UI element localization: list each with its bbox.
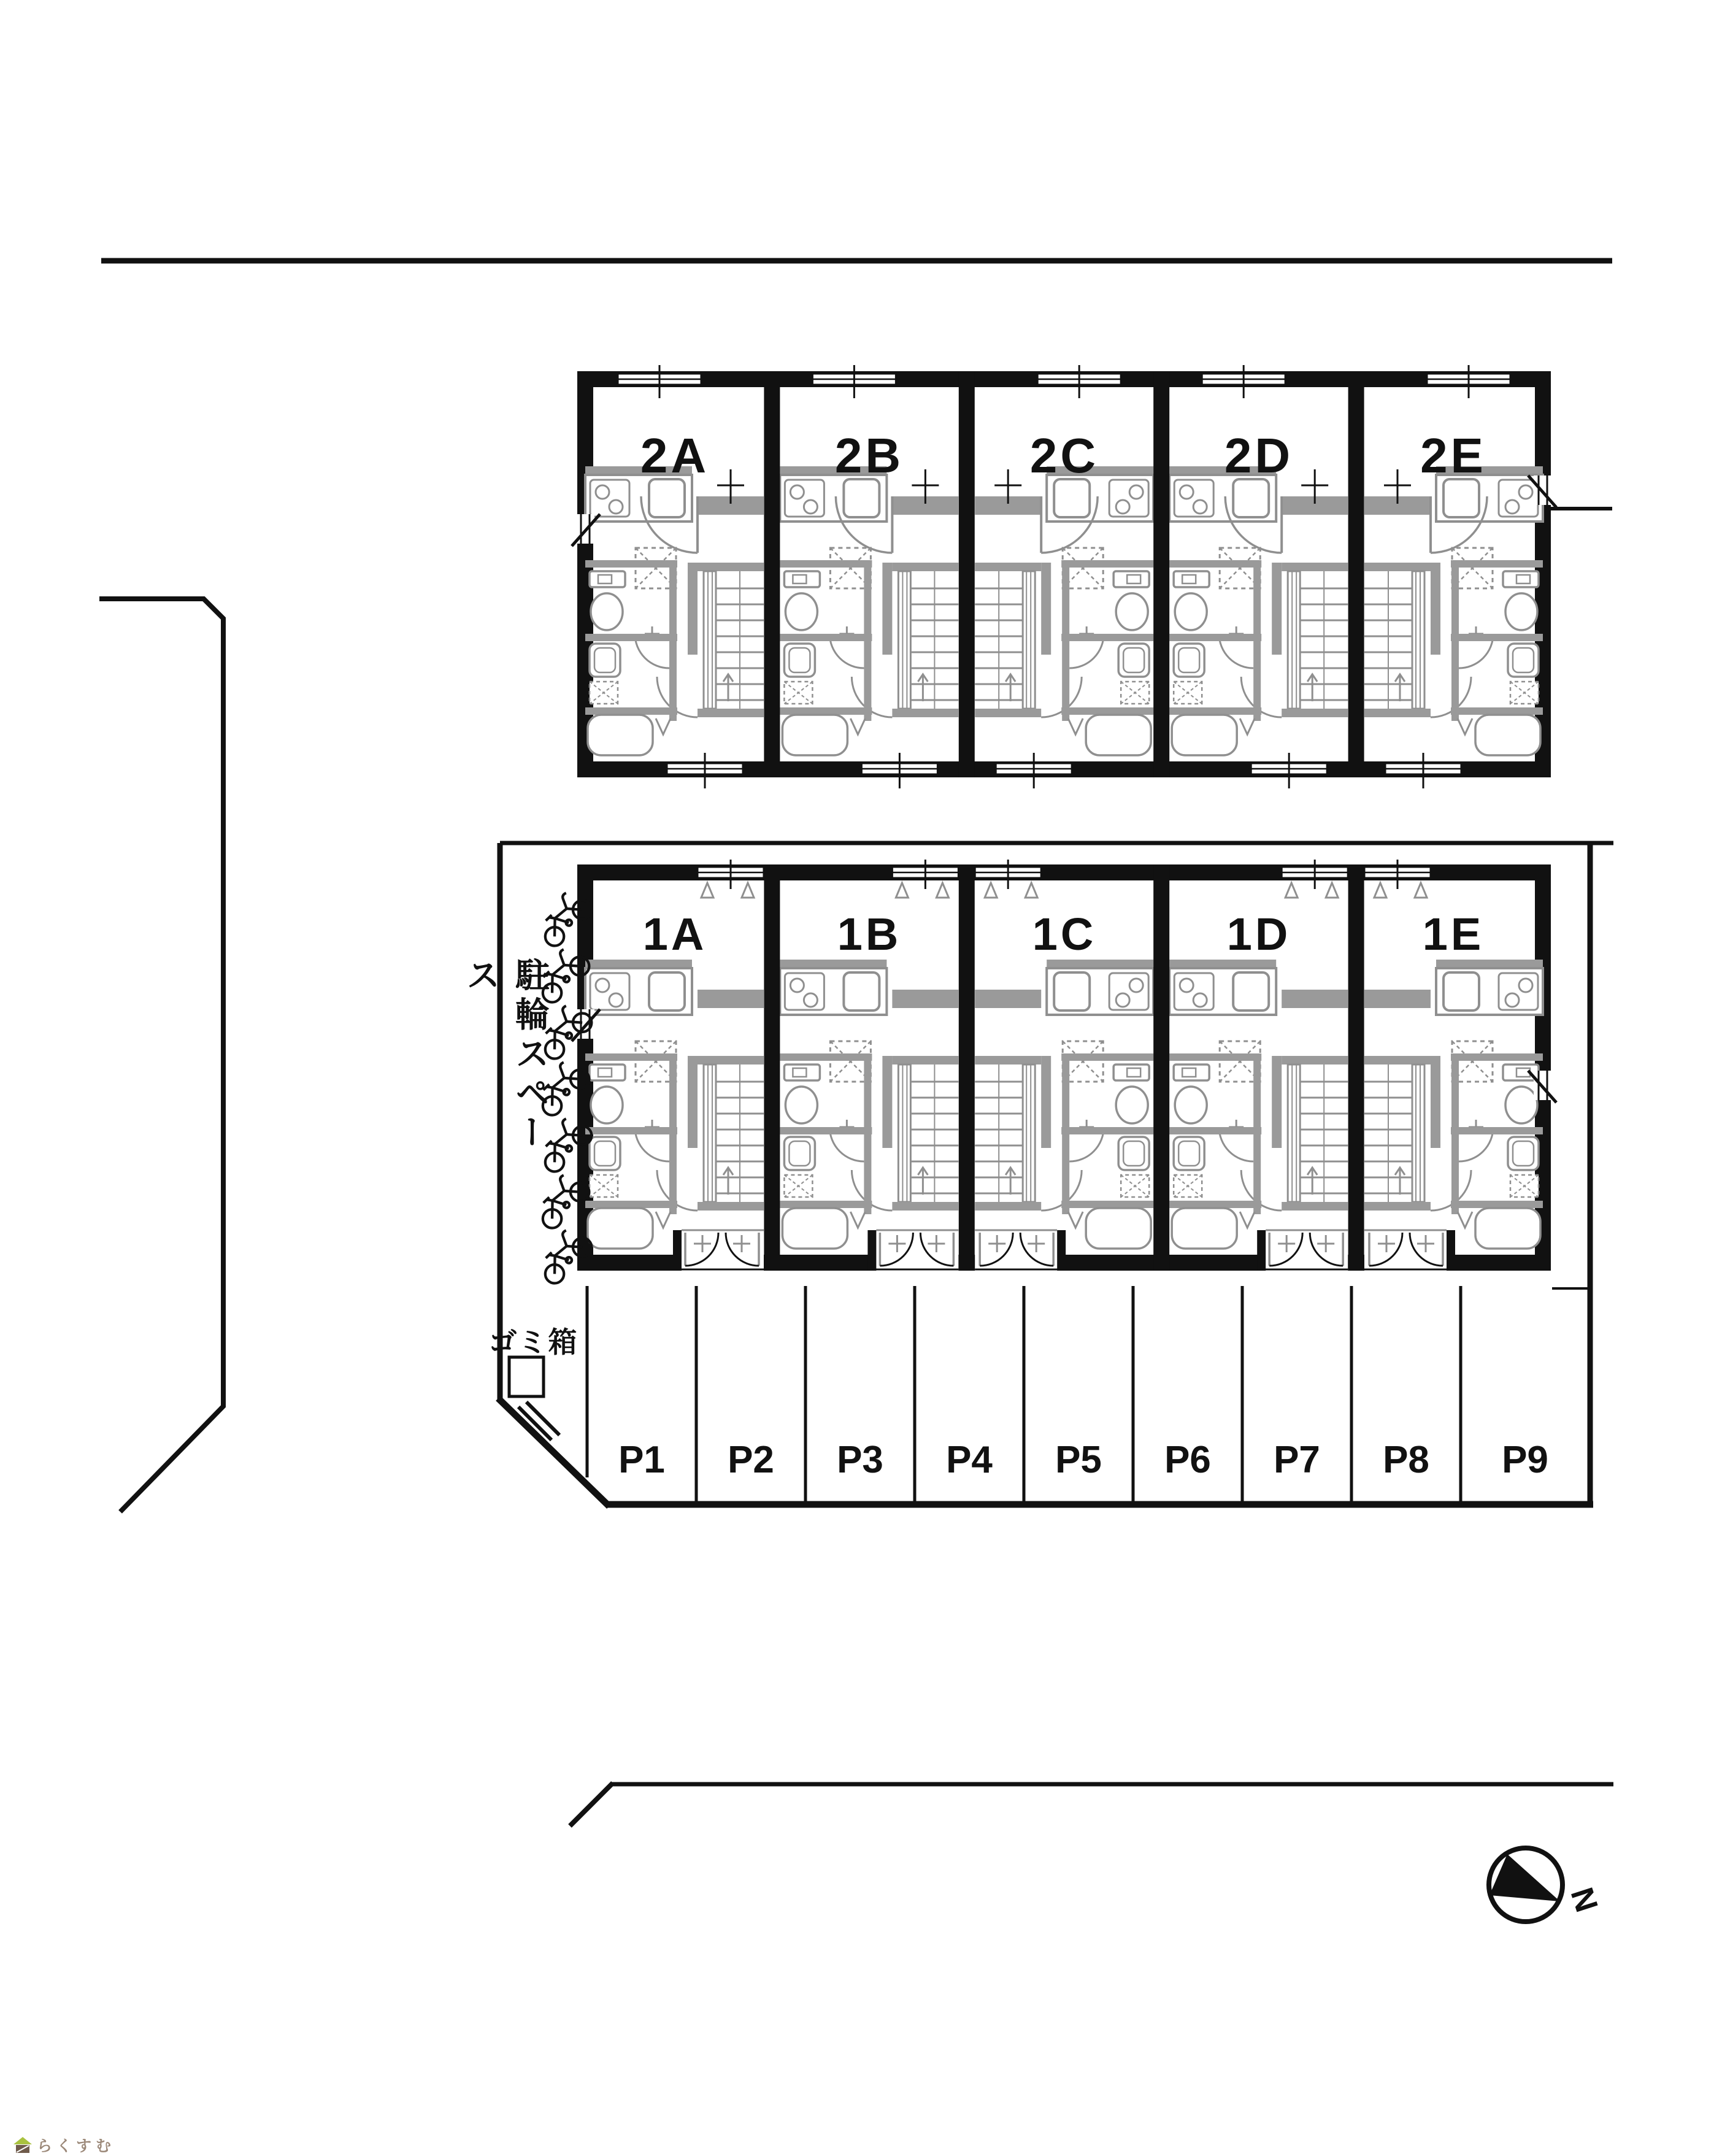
unit-label-2b: 2B — [834, 428, 904, 483]
parking-label-p7: P7 — [1274, 1439, 1320, 1481]
unit-label-1e: 1E — [1422, 909, 1485, 960]
house-logo-icon — [13, 2137, 32, 2154]
watermark-text: らくすむ — [37, 2138, 116, 2155]
parking-label-p8: P8 — [1383, 1439, 1429, 1481]
parking-label-p6: P6 — [1164, 1439, 1211, 1481]
unit-label-1c: 1C — [1032, 909, 1097, 960]
unit-label-1a: 1A — [642, 909, 707, 960]
trash-box — [509, 1357, 544, 1396]
unit-label-1d: 1D — [1226, 909, 1291, 960]
parking-label-p2: P2 — [728, 1439, 774, 1481]
parking-label-p4: P4 — [946, 1439, 993, 1481]
unit-label-2c: 2C — [1029, 428, 1099, 483]
north-label: N — [1563, 1883, 1605, 1917]
bicycle-area-label: 駐輪スペース — [462, 957, 550, 1153]
parking-label-p3: P3 — [837, 1439, 883, 1481]
parking-label-p9: P9 — [1502, 1439, 1548, 1481]
unit-label-2e: 2E — [1420, 428, 1486, 483]
unit-label-2d: 2D — [1224, 428, 1294, 483]
unit-label-2a: 2A — [640, 428, 710, 483]
parking-labels — [618, 1439, 1548, 1481]
parking-label-p1: P1 — [618, 1439, 665, 1481]
trash-label: ゴミ箱 — [488, 1326, 578, 1358]
parking-label-p5: P5 — [1055, 1439, 1102, 1481]
unit-label-1b: 1B — [837, 909, 902, 960]
